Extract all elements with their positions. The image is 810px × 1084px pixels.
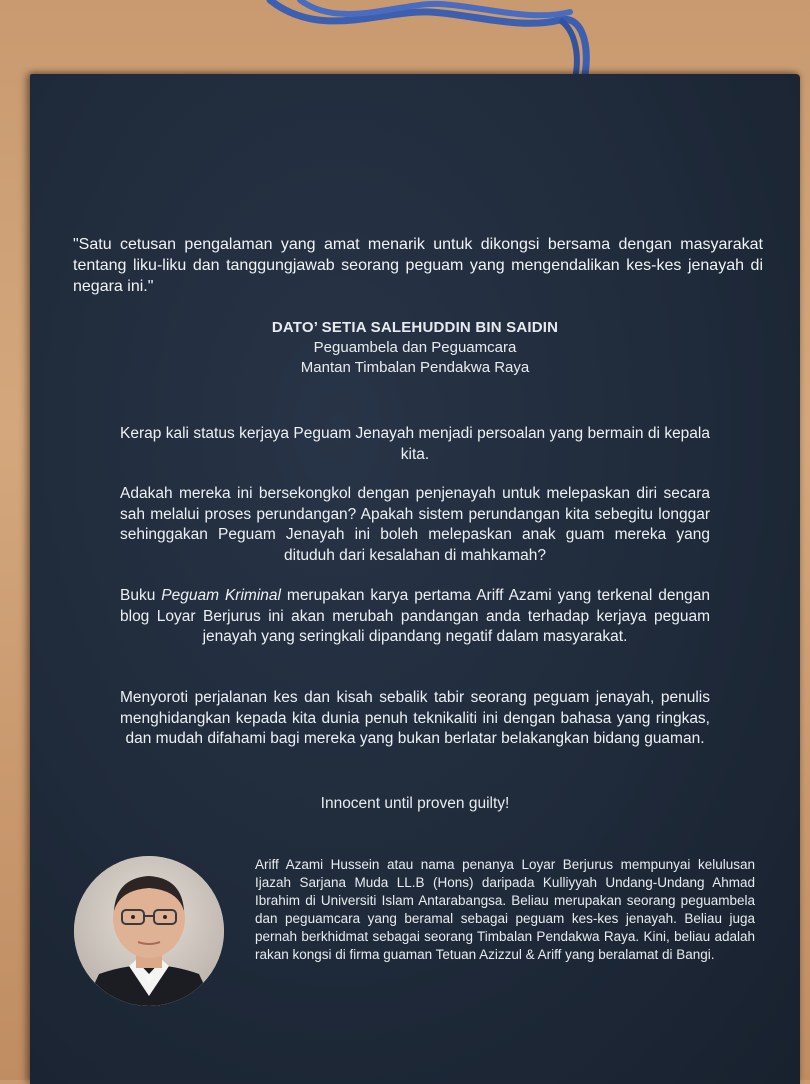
author-bio-text: Ariff Azami Hussein atau nama penanya Loyar Berjurus mempunyai kelulusan Ijazah Sarjana Muda LL.B (Hons) daripada Kulliyyah Undang-Undang Ahmad Ibrahim di Universiti Islam Antarabangsa. Beliau merupakan seorang peguambela dan peguamcara yang beramal sebagai peguam kes-kes jenayah. Beliau juga pernah berkhidmat sebagai seorang Timbalan Pendakwa Raya. Kini, beliau adalah rakan kongsi di firma guaman Tetuan Azizzul & Ariff yang beralamat di Bangi. — [255, 857, 755, 962]
blurb-paragraph-1: Kerap kali status kerjaya Peguam Jenayah menjadi persoalan yang bermain di kepala kita. — [120, 425, 710, 463]
blurb-paragraph-4: Menyoroti perjalanan kes dan kisah sebalik tabir seorang peguam jenayah, penulis menghidangkan kepada kita dunia penuh teknikaliti ini dengan bahasa yang ringkas, dan mudah difahami bagi mereka yang bukan berlatar belakangkan bidang guaman. — [120, 689, 710, 747]
tagline: Innocent until proven guilty! — [320, 795, 510, 812]
blurb-paragraph-2: Adakah mereka ini bersekongkol dengan penjenayah untuk melepaskan diri secara sah melalui proses perundangan? Apakah sistem perundangan kita sebegitu longgar sehinggakan Peguam Jenayah ini boleh melepaskan anak guam mereka yang dituduh dari kesalahan di mahkamah? — [120, 485, 710, 564]
author-photo — [74, 856, 224, 1006]
endorsement-quote: "Satu cetusan pengalaman yang amat menarik untuk dikongsi bersama dengan masyarakat tentang liku-liku dan tanggungjawab seorang peguam yang mengendalikan kes-kes jenayah di negara ini." — [73, 236, 763, 295]
blurb-paragraph-3-pre: Buku — [120, 587, 162, 604]
book-title: Peguam Kriminal — [161, 587, 281, 604]
author-bio — [255, 856, 755, 964]
blurb-paragraph-3-post: merupakan karya pertama Ariff Azami yang terkenal dengan blog Loyar Berjurus ini akan merubah pandangan anda terhadap kerjaya peguam jenayah yang seringkali dipandang negatif dalam masyarakat. — [120, 587, 710, 645]
endorser-title-2: Mantan Timbalan Pendakwa Raya — [300, 359, 530, 376]
endorser-name: DATO’ SETIA SALEHUDDIN BIN SAIDIN — [271, 319, 559, 336]
book-back-cover — [30, 74, 800, 1084]
blurb-paragraph-3 — [120, 586, 710, 648]
endorser-title-1: Peguambela dan Peguamcara — [313, 339, 517, 356]
endorser-block — [30, 318, 800, 378]
